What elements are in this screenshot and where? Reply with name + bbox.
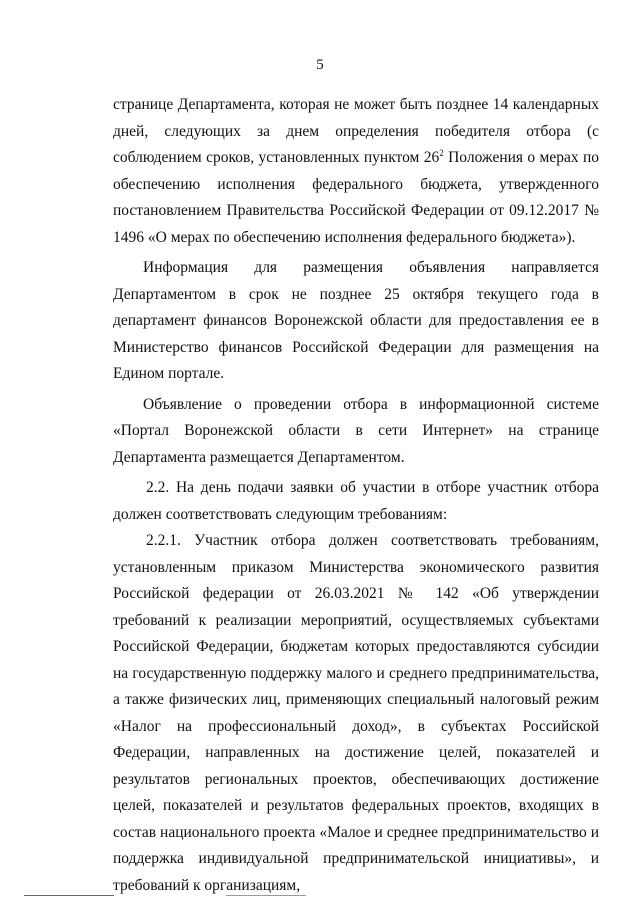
scan-artifact-line: [24, 895, 114, 896]
paragraph-text: странице Департамента, которая не может быть позднее 14 календарных дней, следующих за днем определения победителя отбора (с соблюдением сроков, установленных пунктом 26: [113, 96, 599, 166]
paragraph-text: Положения о мерах по обеспечению исполнения федерального бюджета, утвержденного постановлением Правительства Российской Федерации от 09.12.2017 № 1496 «О мерах по обеспечению исполнения федерального бюджета»).: [113, 149, 599, 246]
paragraph-announcement: Объявление о проведении отбора в информационной системе «Портал Воронежской области в сети Интернет» на странице Департамента размещается Департаментом.: [113, 395, 599, 466]
paragraph-information: Информация для размещения объявления направляется Департаментом в срок не позднее 25 октября текущего года в департамент финансов Воронежской области для предоставления ее в Министерство финансов Российской Федерации для размещения на Едином портале.: [113, 259, 599, 382]
paragraph-section-2-2: 2.2. На день подачи заявки об участии в отборе участник отбора должен соответствовать следующим требованиям:: [113, 479, 599, 523]
paragraph-continuation: [113, 92, 599, 251]
paragraph-section-2-2-1: 2.2.1. Участник отбора должен соответствовать требованиям, установленным приказом Министерства экономического развития Российской федерации от 26.03.2021 № 142 «Об утверждении требований к реализации мероприятий, осуществляемых субъектами Российской Федерации, бюджетам которых предоставляются субсидии на государственную поддержку малого и среднего предпринимательства, а также физических лиц, применяющих специальный налоговый режим «Налог на профессиональный доход», в субъектах Российской Федерации, направленных на достижение целей, показателей и результатов региональных проектов, обеспечивающих достижение целей, показателей и результатов федеральных проектов, входящих в состав национального проекта «Малое и среднее предпринимательство и поддержка индивидуальной предпринимательской инициативы», и требований к организациям,: [113, 532, 599, 894]
document-body: [113, 92, 599, 899]
superscript-index: 2: [439, 147, 444, 158]
scan-artifact-line: [226, 895, 306, 896]
page-number: 5: [316, 57, 324, 73]
